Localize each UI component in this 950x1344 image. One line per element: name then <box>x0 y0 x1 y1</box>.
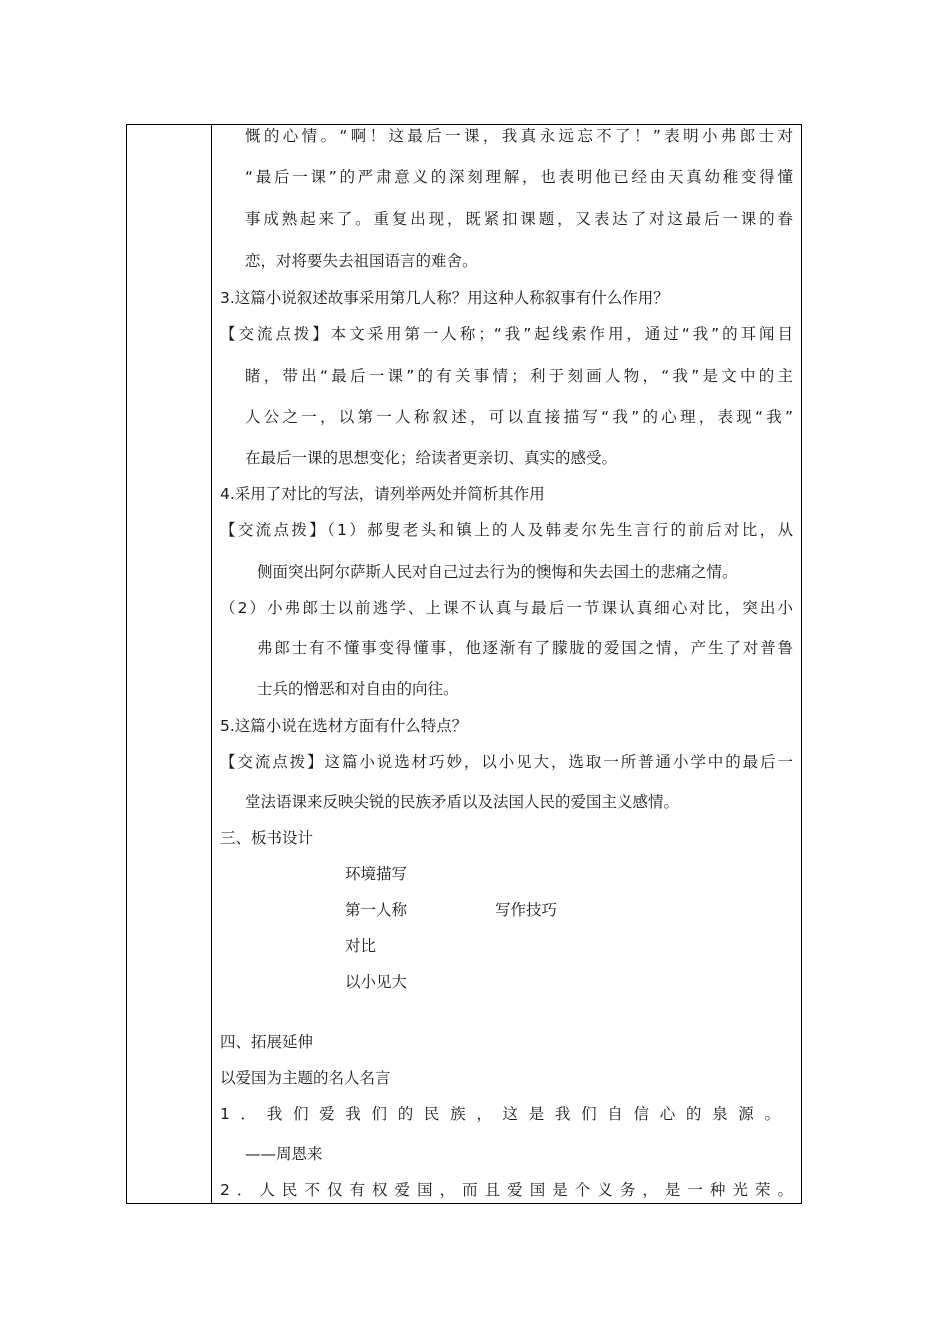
question-3: 3.这篇小说叙述故事采用第几人称？用这种人称叙事有什么作用？ <box>220 289 669 307</box>
quote-author: ——周恩来 <box>245 1145 323 1163</box>
text-line: “最后一课”的严肃意义的深刻理解，也表明他已经由天真幼稚变得懂 <box>245 168 793 186</box>
text-line: 恋，对将要失去祖国语言的难舍。 <box>245 252 478 270</box>
answer-line: 【交流点拨】（1）郝叟老头和镇上的人及韩麦尔先生言行的前后对比，从 <box>220 521 793 539</box>
section-title-board: 三、板书设计 <box>220 829 314 847</box>
board-item: 环境描写 <box>345 865 408 883</box>
board-item: 以小见大 <box>345 973 408 991</box>
board-item: 第一人称 <box>345 901 408 919</box>
answer-line: （2）小弗郎士以前逃学、上课不认真与最后一节课认真细心对比，突出小 <box>220 599 793 617</box>
answer-line: 人公之一，以第一人称叙述，可以直接描写“我”的心理，表现“我” <box>245 408 793 426</box>
answer-line: 士兵的憎恶和对自由的向往。 <box>257 680 459 698</box>
board-item: 写作技巧 <box>495 901 558 919</box>
answer-line: 侧面突出阿尔萨斯人民对自己过去行为的懊悔和失去国土的悲痛之情。 <box>257 563 738 581</box>
answer-line: 弗郎士有不懂事变得懂事，他逐渐有了朦胧的爱国之情，产生了对普鲁 <box>257 639 793 657</box>
board-item: 对比 <box>345 937 377 955</box>
answer-line: 堂法语课来反映尖锐的民族矛盾以及法国人民的爱国主义感情。 <box>245 793 680 811</box>
left-column-cell <box>127 125 211 1203</box>
text-line: 事成熟起来了。重复出现，既紧扣课题，又表达了对这最后一课的眷 <box>245 210 793 228</box>
answer-line: 【交流点拨】这篇小说选材巧妙，以小见大，选取一所普通小学中的最后一 <box>220 753 793 771</box>
question-5: 5.这篇小说在选材方面有什么特点？ <box>220 717 468 735</box>
question-4: 4.采用了对比的写法，请列举两处并简析其作用 <box>220 485 545 503</box>
subheading: 以爱国为主题的名人名言 <box>220 1069 391 1087</box>
quote-item: 2．人民不仅有权爱国，而且爱国是个义务，是一种光荣。 <box>220 1181 793 1199</box>
text-line: 慨的心情。“啊！这最后一课，我真永远忘不了！”表明小弗郎士对 <box>245 127 793 145</box>
column-divider <box>211 125 212 1203</box>
answer-line: 【交流点拨】本文采用第一人称；“我”起线索作用，通过“我”的耳闻目 <box>220 325 793 343</box>
quote-item: 1．我们爱我们的民族，这是我们自信心的泉源。 <box>220 1105 780 1123</box>
answer-line: 在最后一课的思想变化；给读者更亲切、真实的感受。 <box>245 449 618 467</box>
answer-line: 睹，带出“最后一课”的有关事情；利于刻画人物，“我”是文中的主 <box>245 367 793 385</box>
section-title-extension: 四、拓展延伸 <box>220 1033 314 1051</box>
